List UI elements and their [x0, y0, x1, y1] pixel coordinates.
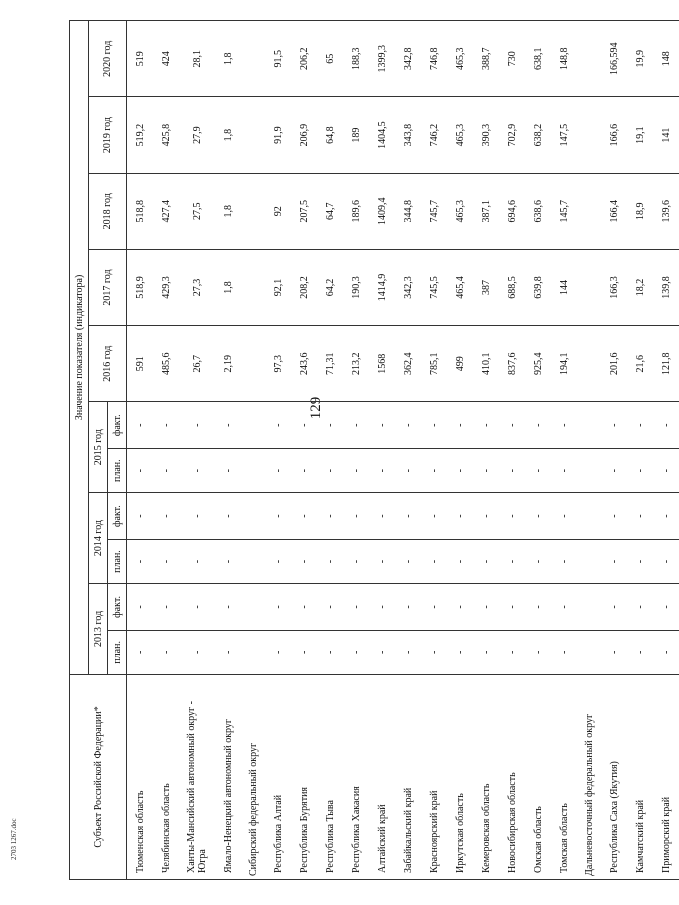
value-cell: - — [317, 449, 343, 493]
value-cell: - — [473, 402, 499, 449]
value-cell: - — [551, 583, 577, 630]
value-cell: - — [265, 402, 291, 449]
value-cell: 188,3 — [343, 21, 369, 97]
value-cell: 1,8 — [215, 249, 241, 325]
value-cell: - — [153, 402, 179, 449]
value-cell: 166,4 — [601, 173, 627, 249]
district-row — [241, 21, 265, 880]
value-cell: - — [447, 402, 473, 449]
page-number: 129 — [308, 396, 324, 420]
header-plan: план. — [108, 630, 127, 674]
value-cell: - — [525, 583, 551, 630]
value-cell: - — [317, 583, 343, 630]
subject-name: Камчатский край — [627, 674, 653, 879]
value-cell: 166,6 — [601, 97, 627, 173]
value-cell: 519 — [127, 21, 154, 97]
value-cell: - — [369, 402, 395, 449]
value-cell: - — [447, 583, 473, 630]
value-cell: - — [369, 449, 395, 493]
subject-name: Алтайский край — [369, 674, 395, 879]
value-cell: - — [627, 630, 653, 674]
header-plan: план. — [108, 449, 127, 493]
value-cell: - — [265, 630, 291, 674]
header-year-2019: 2019 год — [89, 97, 127, 173]
subject-name: Красноярский край — [421, 674, 447, 879]
value-cell: - — [499, 583, 525, 630]
value-cell: - — [265, 449, 291, 493]
value-cell: - — [317, 493, 343, 540]
value-cell: - — [291, 630, 317, 674]
value-cell: - — [499, 540, 525, 584]
subject-name: Ямало-Ненецкий автономный округ — [215, 674, 241, 879]
table-row — [447, 21, 473, 880]
value-cell: - — [127, 540, 154, 584]
value-cell: - — [551, 449, 577, 493]
value-cell: 145,7 — [551, 173, 577, 249]
table-row — [473, 21, 499, 880]
value-cell: 746,2 — [421, 97, 447, 173]
value-cell: - — [627, 540, 653, 584]
value-cell: 97,3 — [265, 326, 291, 402]
value-cell: - — [395, 540, 421, 584]
value-cell: 1,8 — [215, 21, 241, 97]
value-cell: - — [127, 402, 154, 449]
value-cell: - — [153, 583, 179, 630]
table-row — [627, 21, 653, 880]
value-cell: 64,7 — [317, 173, 343, 249]
value-cell: 499 — [447, 326, 473, 402]
value-cell: - — [421, 449, 447, 493]
value-cell: 147,5 — [551, 97, 577, 173]
value-cell: - — [421, 630, 447, 674]
value-cell: 1404,5 — [369, 97, 395, 173]
table-row — [265, 21, 291, 880]
value-cell: - — [369, 540, 395, 584]
table-row — [525, 21, 551, 880]
value-cell: - — [179, 449, 215, 493]
value-cell: 18,9 — [627, 173, 653, 249]
value-cell: - — [421, 493, 447, 540]
value-cell: 638,6 — [525, 173, 551, 249]
table-row — [369, 21, 395, 880]
header-fact: факт. — [108, 402, 127, 449]
value-cell: - — [473, 493, 499, 540]
value-cell: - — [525, 493, 551, 540]
value-cell: 201,6 — [601, 326, 627, 402]
table-row — [215, 21, 241, 880]
rotated-sheet — [69, 20, 672, 880]
value-cell: - — [551, 493, 577, 540]
header-plan: план. — [108, 540, 127, 584]
value-cell — [241, 583, 265, 630]
header-year-2018: 2018 год — [89, 173, 127, 249]
value-cell: 342,3 — [395, 249, 421, 325]
value-cell: - — [265, 583, 291, 630]
district-name: Сибирский федеральный округ — [241, 674, 265, 879]
value-cell: - — [291, 493, 317, 540]
value-cell — [577, 540, 601, 584]
value-cell: - — [473, 583, 499, 630]
value-cell: 519,2 — [127, 97, 154, 173]
value-cell: 424 — [153, 21, 179, 97]
value-cell: - — [179, 540, 215, 584]
value-cell: 518,8 — [127, 173, 154, 249]
value-cell: - — [395, 402, 421, 449]
value-cell: 208,2 — [291, 249, 317, 325]
value-cell — [577, 583, 601, 630]
value-cell: 1414,9 — [369, 249, 395, 325]
value-cell: - — [653, 540, 679, 584]
value-cell: 785,1 — [421, 326, 447, 402]
value-cell: 429,3 — [153, 249, 179, 325]
value-cell — [577, 21, 601, 97]
value-cell: 1568 — [369, 326, 395, 402]
value-cell: - — [395, 630, 421, 674]
value-cell: - — [343, 493, 369, 540]
value-cell: - — [215, 449, 241, 493]
value-cell: 148,8 — [551, 21, 577, 97]
subject-name: Республика Тыва — [317, 674, 343, 879]
value-cell — [577, 449, 601, 493]
table-row — [601, 21, 627, 880]
value-cell — [241, 97, 265, 173]
header-indicator-group: Значение показателя (индикатора) — [70, 21, 89, 675]
header-year-2013: 2013 год — [89, 583, 108, 674]
value-cell — [577, 97, 601, 173]
value-cell — [577, 493, 601, 540]
table-row — [421, 21, 447, 880]
subject-name: Приморский край — [653, 674, 679, 879]
subject-name: Омская область — [525, 674, 551, 879]
value-cell: 746,8 — [421, 21, 447, 97]
value-cell: 638,1 — [525, 21, 551, 97]
value-cell: 91,5 — [265, 21, 291, 97]
value-cell: - — [127, 449, 154, 493]
table-header — [70, 21, 127, 880]
value-cell: - — [499, 630, 525, 674]
value-cell: - — [153, 540, 179, 584]
value-cell: 342,8 — [395, 21, 421, 97]
value-cell: - — [601, 540, 627, 584]
value-cell: - — [525, 449, 551, 493]
value-cell — [241, 630, 265, 674]
value-cell — [241, 21, 265, 97]
table-row — [653, 21, 679, 880]
value-cell: 465,3 — [447, 21, 473, 97]
table-row — [395, 21, 421, 880]
value-cell: 518,9 — [127, 249, 154, 325]
subject-name: Республика Алтай — [265, 674, 291, 879]
value-cell: - — [525, 402, 551, 449]
value-cell: 139,6 — [653, 173, 679, 249]
header-fact: факт. — [108, 493, 127, 540]
subject-name: Республика Саха (Якутия) — [601, 674, 627, 879]
value-cell: 189 — [343, 97, 369, 173]
value-cell: 639,8 — [525, 249, 551, 325]
subject-name: Иркутская область — [447, 674, 473, 879]
value-cell: - — [499, 449, 525, 493]
value-cell: 1409,4 — [369, 173, 395, 249]
value-cell — [577, 249, 601, 325]
value-cell: 2,19 — [215, 326, 241, 402]
value-cell: - — [447, 540, 473, 584]
value-cell: - — [317, 630, 343, 674]
value-cell: - — [291, 540, 317, 584]
value-cell: 27,5 — [179, 173, 215, 249]
value-cell: 148 — [653, 21, 679, 97]
header-year-2020: 2020 год — [89, 21, 127, 97]
value-cell: - — [215, 493, 241, 540]
footer-file-name: 2703 1267.doc — [10, 818, 18, 860]
value-cell: 144 — [551, 249, 577, 325]
value-cell: - — [653, 449, 679, 493]
subject-name: Кемеровская область — [473, 674, 499, 879]
value-cell: - — [601, 493, 627, 540]
header-subject: Субъект Российской Федерации* — [70, 674, 127, 879]
table-row — [153, 21, 179, 880]
table-row — [291, 21, 317, 880]
value-cell: 206,2 — [291, 21, 317, 97]
subject-name: Ханты-Мансийский автономный округ - Югра — [179, 674, 215, 879]
value-cell: 694,6 — [499, 173, 525, 249]
header-fact: факт. — [108, 583, 127, 630]
value-cell: 18,2 — [627, 249, 653, 325]
subject-name: Забайкальский край — [395, 674, 421, 879]
value-cell: 702,9 — [499, 97, 525, 173]
value-cell: 638,2 — [525, 97, 551, 173]
value-cell: - — [473, 540, 499, 584]
value-cell: - — [343, 449, 369, 493]
subject-name: Томская область — [551, 674, 577, 879]
value-cell — [577, 630, 601, 674]
value-cell: 92 — [265, 173, 291, 249]
value-cell: 925,4 — [525, 326, 551, 402]
value-cell: 194,1 — [551, 326, 577, 402]
value-cell: - — [179, 493, 215, 540]
table-row — [179, 21, 215, 880]
value-cell: 465,3 — [447, 173, 473, 249]
value-cell: 425,8 — [153, 97, 179, 173]
subject-name: Республика Хакасия — [343, 674, 369, 879]
value-cell: - — [215, 583, 241, 630]
value-cell: - — [179, 583, 215, 630]
value-cell: - — [627, 449, 653, 493]
value-cell: - — [153, 630, 179, 674]
value-cell: - — [473, 449, 499, 493]
value-cell: 71,31 — [317, 326, 343, 402]
value-cell: 390,3 — [473, 97, 499, 173]
value-cell: - — [601, 402, 627, 449]
value-cell: 166,3 — [601, 249, 627, 325]
value-cell: - — [265, 540, 291, 584]
value-cell: - — [551, 540, 577, 584]
value-cell: - — [127, 583, 154, 630]
subject-name: Республика Бурятия — [291, 674, 317, 879]
value-cell: - — [499, 493, 525, 540]
value-cell: - — [343, 583, 369, 630]
value-cell: 19,9 — [627, 21, 653, 97]
value-cell: 139,8 — [653, 249, 679, 325]
header-year-2017: 2017 год — [89, 249, 127, 325]
value-cell: - — [653, 402, 679, 449]
value-cell: 745,5 — [421, 249, 447, 325]
value-cell: - — [447, 630, 473, 674]
value-cell: - — [421, 583, 447, 630]
value-cell: 27,9 — [179, 97, 215, 173]
value-cell: - — [317, 540, 343, 584]
value-cell: - — [215, 540, 241, 584]
value-cell: - — [369, 630, 395, 674]
value-cell: 465,4 — [447, 249, 473, 325]
table-row — [551, 21, 577, 880]
value-cell: - — [473, 630, 499, 674]
value-cell — [577, 326, 601, 402]
value-cell: - — [627, 493, 653, 540]
value-cell: - — [447, 449, 473, 493]
table-row — [127, 21, 154, 880]
value-cell: - — [421, 402, 447, 449]
value-cell: 64,8 — [317, 97, 343, 173]
value-cell: 1,8 — [215, 97, 241, 173]
value-cell: - — [653, 493, 679, 540]
value-cell: - — [369, 493, 395, 540]
value-cell: 362,4 — [395, 326, 421, 402]
value-cell: - — [127, 493, 154, 540]
value-cell: 213,2 — [343, 326, 369, 402]
value-cell: 730 — [499, 21, 525, 97]
value-cell: - — [215, 630, 241, 674]
value-cell — [241, 326, 265, 402]
value-cell: 28,1 — [179, 21, 215, 97]
value-cell: 21,6 — [627, 326, 653, 402]
value-cell: - — [395, 583, 421, 630]
district-row — [577, 21, 601, 880]
value-cell: - — [395, 449, 421, 493]
value-cell: 121,8 — [653, 326, 679, 402]
value-cell: 91,9 — [265, 97, 291, 173]
header-year-2015: 2015 год — [89, 402, 108, 493]
value-cell: 465,3 — [447, 97, 473, 173]
subject-name: Новосибирская область — [499, 674, 525, 879]
value-cell: 745,7 — [421, 173, 447, 249]
value-cell: 387 — [473, 249, 499, 325]
value-cell: - — [601, 630, 627, 674]
value-cell: - — [291, 449, 317, 493]
value-cell: - — [291, 583, 317, 630]
value-cell: 410,1 — [473, 326, 499, 402]
value-cell: 388,7 — [473, 21, 499, 97]
table-row — [343, 21, 369, 880]
value-cell: 206,9 — [291, 97, 317, 173]
value-cell — [577, 173, 601, 249]
value-cell: - — [499, 402, 525, 449]
table-body — [127, 21, 679, 880]
value-cell: 65 — [317, 21, 343, 97]
subject-name: Челябинская область — [153, 674, 179, 879]
value-cell: 19,1 — [627, 97, 653, 173]
value-cell: 27,3 — [179, 249, 215, 325]
value-cell: - — [153, 449, 179, 493]
header-year-2014: 2014 год — [89, 493, 108, 584]
value-cell: - — [343, 540, 369, 584]
value-cell: 343,8 — [395, 97, 421, 173]
value-cell: - — [551, 402, 577, 449]
value-cell: 190,3 — [343, 249, 369, 325]
value-cell: - — [551, 630, 577, 674]
value-cell: - — [153, 493, 179, 540]
value-cell — [241, 449, 265, 493]
value-cell: 64,2 — [317, 249, 343, 325]
value-cell — [241, 540, 265, 584]
value-cell: 837,6 — [499, 326, 525, 402]
value-cell — [241, 493, 265, 540]
value-cell: - — [627, 583, 653, 630]
value-cell: 26,7 — [179, 326, 215, 402]
value-cell: 92,1 — [265, 249, 291, 325]
value-cell: - — [653, 630, 679, 674]
value-cell: - — [127, 630, 154, 674]
value-cell: - — [525, 630, 551, 674]
value-cell: - — [265, 493, 291, 540]
value-cell — [241, 402, 265, 449]
indicator-table — [69, 20, 679, 880]
value-cell: - — [215, 402, 241, 449]
value-cell: 1399,3 — [369, 21, 395, 97]
value-cell: 344,8 — [395, 173, 421, 249]
table-row — [499, 21, 525, 880]
value-cell: - — [343, 402, 369, 449]
subject-name: Тюменская область — [127, 674, 154, 879]
value-cell: - — [179, 402, 215, 449]
value-cell — [577, 402, 601, 449]
value-cell: - — [179, 630, 215, 674]
value-cell: 141 — [653, 97, 679, 173]
value-cell: - — [653, 583, 679, 630]
value-cell: 1,8 — [215, 173, 241, 249]
table-row — [317, 21, 343, 880]
value-cell: - — [291, 402, 317, 449]
value-cell: - — [421, 540, 447, 584]
value-cell: - — [447, 493, 473, 540]
value-cell — [241, 249, 265, 325]
value-cell: 166,594 — [601, 21, 627, 97]
value-cell: 387,1 — [473, 173, 499, 249]
value-cell: - — [601, 583, 627, 630]
district-name: Дальневосточный федеральный округ — [577, 674, 601, 879]
value-cell: 591 — [127, 326, 154, 402]
value-cell: - — [601, 449, 627, 493]
value-cell: - — [525, 540, 551, 584]
value-cell — [241, 173, 265, 249]
value-cell: - — [317, 402, 343, 449]
value-cell: 427,4 — [153, 173, 179, 249]
value-cell: 189,6 — [343, 173, 369, 249]
value-cell: - — [343, 630, 369, 674]
value-cell: - — [395, 493, 421, 540]
value-cell: 243,6 — [291, 326, 317, 402]
header-year-2016: 2016 год — [89, 326, 127, 402]
value-cell: 485,6 — [153, 326, 179, 402]
value-cell: 207,5 — [291, 173, 317, 249]
value-cell: 688,5 — [499, 249, 525, 325]
value-cell: - — [369, 583, 395, 630]
value-cell: - — [627, 402, 653, 449]
